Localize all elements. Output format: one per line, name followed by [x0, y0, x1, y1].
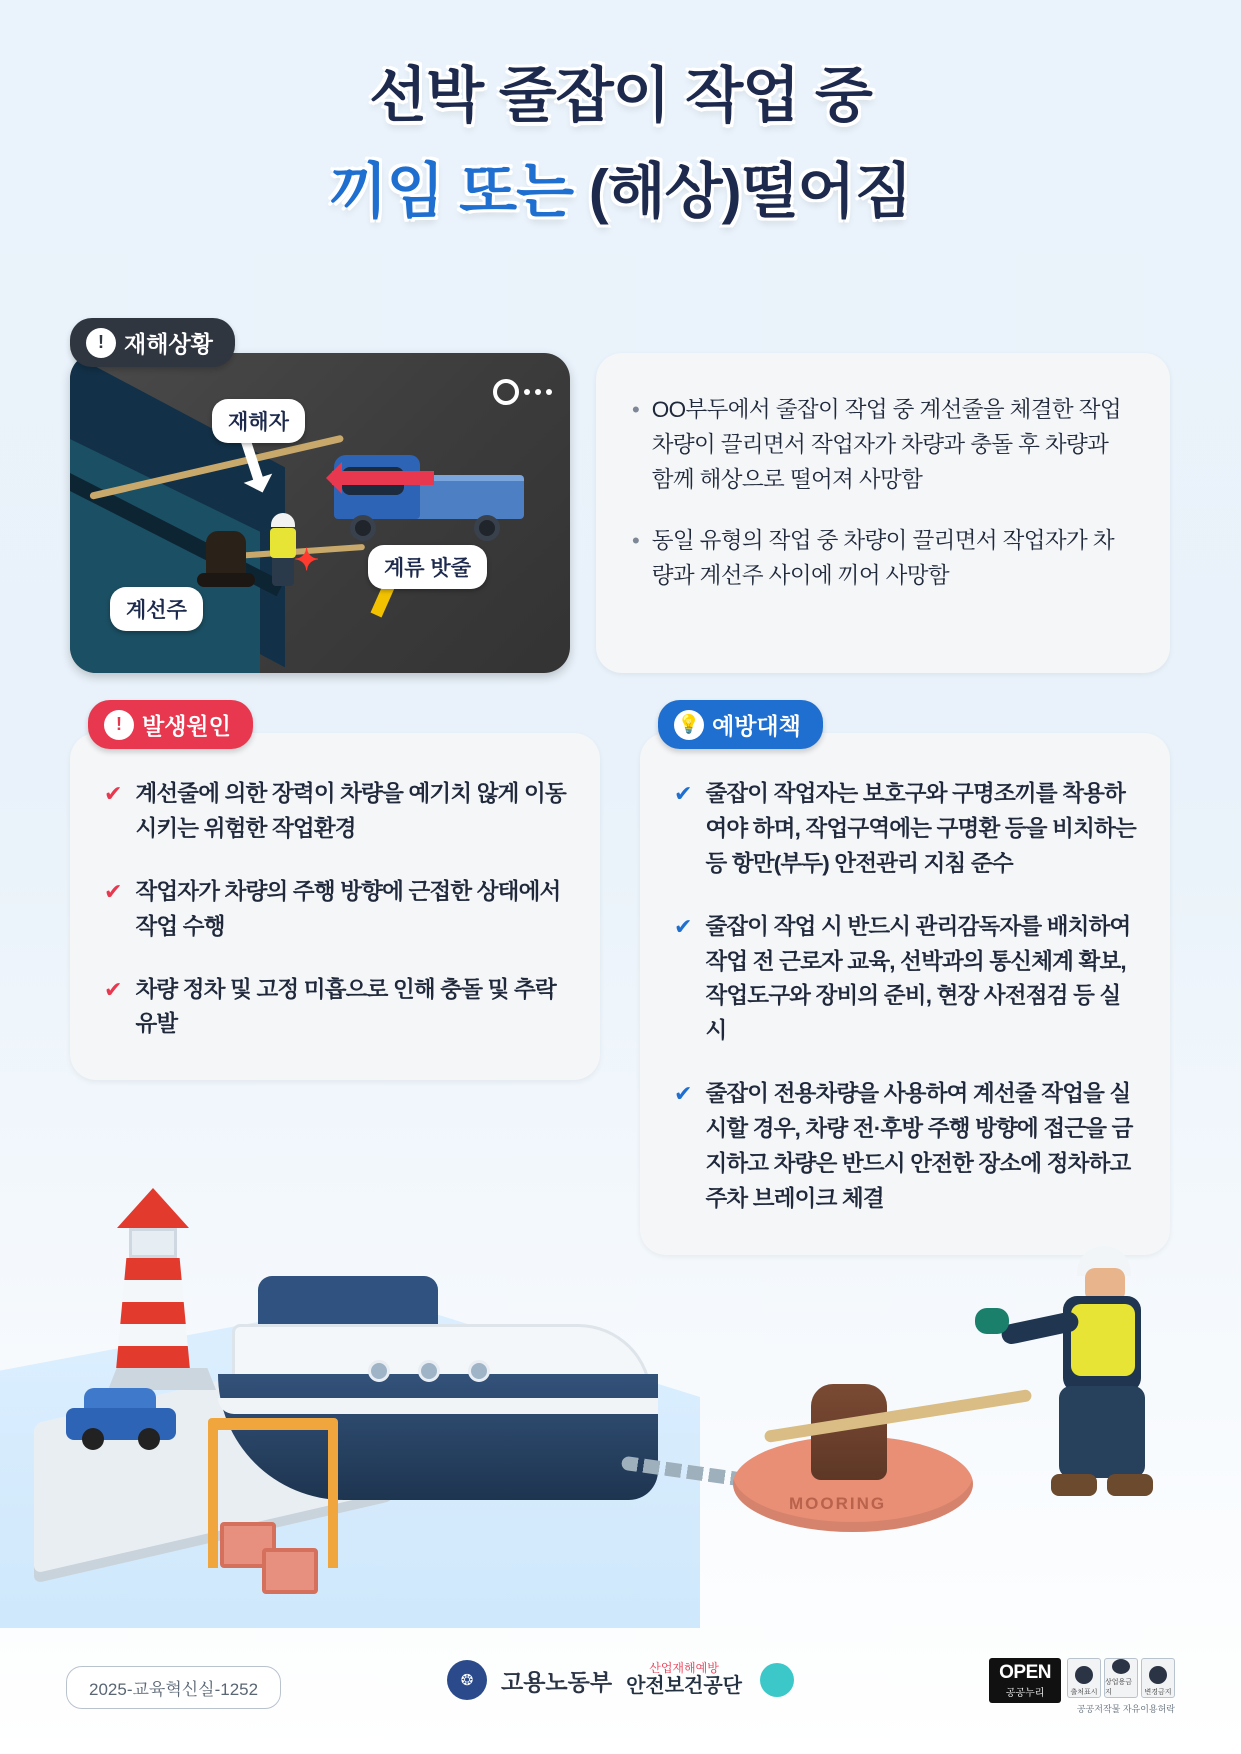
- connector-dot-3: [546, 389, 552, 395]
- badge-accident: [70, 318, 235, 367]
- worker-pulling-rope-icon: [1007, 1246, 1157, 1496]
- crate-2: [262, 1548, 318, 1594]
- accident-scene-image: [70, 353, 570, 673]
- open-badge: [989, 1658, 1061, 1703]
- badge-accident-label: 재해상황: [124, 331, 213, 357]
- cause-item-3: 차량 정차 및 고정 미흡으로 인해 충돌 및 추락 유발: [135, 976, 556, 1037]
- list-item: [632, 393, 1134, 498]
- agency-name: 안전보건공단: [626, 1675, 742, 1698]
- safety-vest-shape: [270, 528, 296, 558]
- accident-row: [70, 353, 1170, 673]
- crane-leg-right: [328, 1426, 338, 1568]
- license-icon-noderivatives: [1141, 1658, 1175, 1698]
- list-item: [104, 777, 566, 847]
- crane-icon: [208, 1418, 338, 1568]
- connector-ring-icon: [493, 379, 519, 405]
- cause-item-1: 계선줄에 의한 장력이 차량을 예기치 않게 이동시키는 위험한 작업환경: [135, 781, 566, 841]
- open-license-icons: [1067, 1658, 1175, 1698]
- agency-logo: [626, 1662, 742, 1699]
- document-code: 2025-교육혁신실-1252: [66, 1666, 281, 1709]
- truck-wheel-rear: [474, 515, 500, 541]
- check-icon: ✔: [104, 781, 123, 806]
- alert-icon: !: [86, 328, 116, 358]
- license-label-1: 출처표시: [1070, 1689, 1098, 1696]
- ship-porthole-2: [418, 1360, 440, 1382]
- impact-icon: ✦: [294, 544, 320, 577]
- lighthouse-roof: [117, 1188, 189, 1228]
- ship-porthole-3: [468, 1360, 490, 1382]
- license-label-3: 변경금지: [1144, 1689, 1172, 1696]
- cause-item-2: 작업자가 차량의 주행 방향에 근접한 상태에서 작업 수행: [135, 878, 561, 939]
- list-item: [674, 777, 1136, 882]
- agency-subtitle: 산업재해예방: [649, 1660, 719, 1675]
- connector-dot-2: [535, 389, 541, 395]
- badge-cause: [88, 700, 253, 749]
- license-icon-attribution: [1067, 1658, 1101, 1698]
- open-subtitle: 공공누리: [1005, 1688, 1045, 1699]
- open-license-block: [989, 1658, 1175, 1703]
- crane-leg-left: [208, 1426, 218, 1568]
- open-title: OPEN: [999, 1662, 1051, 1683]
- truck-wheel-front: [350, 515, 376, 541]
- badge-prevention-label: 예방대책: [712, 713, 801, 739]
- label-mooring-rope: 계류 밧줄: [368, 545, 487, 589]
- badge-prevention: [658, 700, 823, 749]
- harbor-illustration: [0, 1158, 1241, 1628]
- lighthouse-base: [108, 1368, 216, 1390]
- list-item: [674, 910, 1136, 1050]
- accident-description-card: [596, 353, 1170, 673]
- ministry-emblem-icon: ❂: [447, 1660, 487, 1700]
- prevention-item-1: 줄잡이 작업자는 보호구와 구명조끼를 착용하여야 하며, 작업구역에는 구명환 등을 비치하는 등 항만(부두) 안전관리 지침 준수: [705, 781, 1136, 876]
- lightbulb-icon: 💡: [674, 710, 704, 740]
- open-license-note: 공공저작물 자유이용허락: [1076, 1704, 1175, 1714]
- worker-vest-shape: [1071, 1304, 1135, 1376]
- list-item: [632, 524, 1134, 594]
- helmet-shape: [271, 513, 295, 527]
- connector-dots: [493, 379, 552, 405]
- check-icon: ✔: [104, 976, 123, 1002]
- bullet-icon: •: [632, 527, 640, 553]
- ship-hull-stripe: [218, 1398, 658, 1414]
- list-item: [104, 875, 566, 945]
- prevention-item-3: 줄잡이 전용차량을 사용하여 계선줄 작업을 실시할 경우, 차량 전·후방 주행 방향에 접근을 금지하고 차량은 반드시 안전한 장소에 정차하고 주차 브레이크 체결: [705, 1081, 1133, 1211]
- truck-cab-shape: [334, 455, 420, 519]
- worker-legs-shape: [1059, 1386, 1145, 1478]
- badge-cause-label: 발생원인: [142, 713, 231, 739]
- ministry-name: 고용노동부: [500, 1668, 613, 1695]
- red-arrow-icon: [332, 471, 434, 485]
- car-icon: [66, 1394, 176, 1450]
- accident-bullet-1: OO부두에서 줄잡이 작업 중 계선줄을 체결한 작업차량이 끌리면서 작업자가 차량과 충돌 후 차량과 함께 해상으로 떨어져 사망함: [651, 397, 1121, 492]
- noncommercial-glyph-icon: [1112, 1659, 1130, 1674]
- section-accident: [70, 318, 1170, 673]
- check-icon: ✔: [674, 913, 693, 939]
- lighthouse-lamp: [129, 1228, 177, 1258]
- bullet-icon: •: [632, 397, 640, 422]
- worker-boot-left: [1051, 1474, 1097, 1496]
- accident-bullet-2: 동일 유형의 작업 중 차량이 끌리면서 작업자가 차량과 계선주 사이에 끼어 사망함: [651, 527, 1114, 588]
- cause-card: [70, 733, 600, 1080]
- ship-porthole-1: [368, 1360, 390, 1382]
- title-line-1: 선박 줄잡이 작업 중: [369, 62, 872, 129]
- prevention-item-2: 줄잡이 작업 시 반드시 관리감독자를 배치하여 작업 전 근로자 교육, 선박과의 통신체계 확보, 작업도구와 장비의 준비, 현장 사전점검 등 실시: [705, 913, 1131, 1044]
- legs-shape: [272, 558, 294, 586]
- bollard-shape: [206, 531, 246, 579]
- agency-emblem-icon: [760, 1663, 794, 1697]
- title-line-2: [0, 144, 1241, 230]
- crane-beam-shape: [208, 1418, 338, 1430]
- car-wheel-front: [82, 1428, 104, 1450]
- check-icon: ✔: [674, 781, 693, 806]
- attribution-glyph-icon: [1075, 1666, 1093, 1684]
- title-line-2-part-b: (해상)떨어짐: [588, 158, 912, 225]
- noderivatives-glyph-icon: [1149, 1666, 1167, 1684]
- footer: [0, 1654, 1241, 1724]
- title-line-2-part-a: 끼임 또는: [329, 158, 574, 225]
- page-title: [0, 0, 1241, 230]
- license-icon-noncommercial: [1104, 1658, 1138, 1698]
- mooring-bollard-icon: [733, 1362, 973, 1532]
- check-icon: ✔: [104, 878, 123, 904]
- license-label-2: 상업용금지: [1105, 1679, 1133, 1696]
- label-bollard: 계선주: [110, 587, 203, 631]
- worker-boot-right: [1107, 1474, 1153, 1496]
- bollard-label: MOORING: [789, 1494, 887, 1513]
- label-victim: 재해자: [212, 399, 305, 443]
- car-wheel-rear: [138, 1428, 160, 1450]
- lighthouse-body: [116, 1258, 190, 1370]
- lighthouse-icon: [108, 1188, 198, 1378]
- list-item: [104, 973, 566, 1043]
- worker-glove-shape: [975, 1308, 1009, 1334]
- truck-figure: [334, 449, 524, 545]
- connector-dot-1: [524, 389, 530, 395]
- check-icon: ✔: [674, 1081, 693, 1107]
- exclamation-icon: !: [104, 710, 134, 740]
